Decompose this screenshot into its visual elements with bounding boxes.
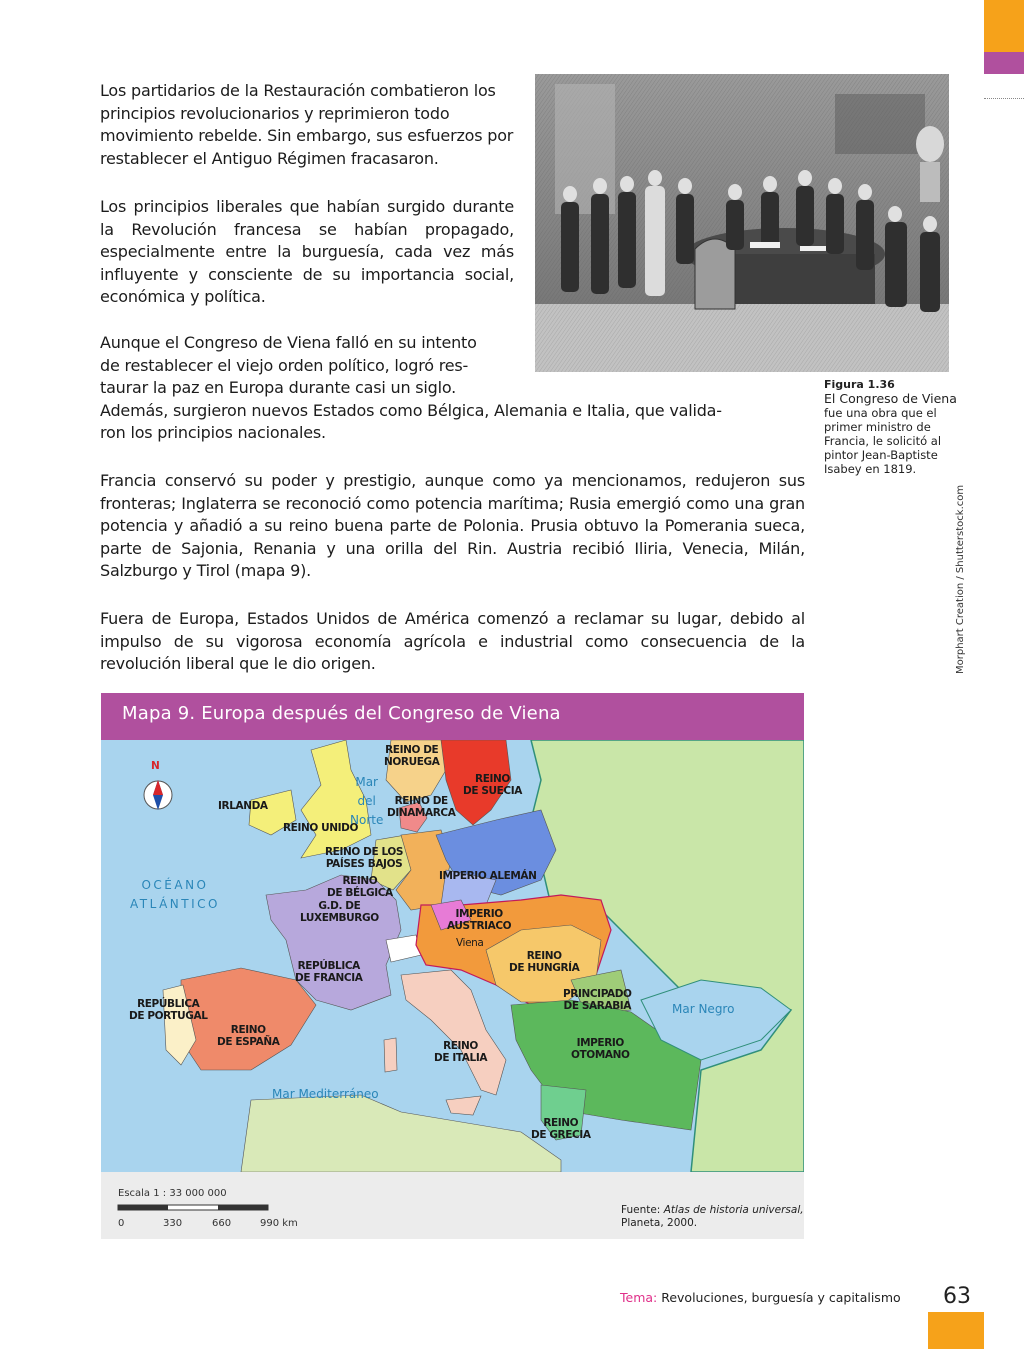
sicily-region — [446, 1096, 481, 1115]
sardinia-region — [384, 1038, 397, 1072]
paragraph-potencias: Francia conservó su poder y prestigio, aunque como ya mencionamos, redujeron sus fronteras; Inglaterra se reconoció como potencia marítima; Rusia emergió como una gran potencia y añadió a su reino buena parte de Polonia. Prusia obtuvo la Pomerania sueca, parte de Sajonia, Renania y una orilla del Rin. Austria recibió Iliria, Venecia, Milán, Salzburgo y Tirol (mapa 9). — [100, 471, 805, 580]
north-africa-region — [241, 1095, 561, 1172]
label-noruega: REINO DE NORUEGA — [384, 744, 440, 768]
figure-title: El Congreso de Viena — [824, 391, 957, 406]
label-mar-mediterraneo: Mar Mediterráneo — [272, 1087, 379, 1101]
paragraph-line: Además, surgieron nuevos Estados como Bélgica, Alemania e Italia, que valida- — [100, 400, 722, 420]
map-title: Mapa 9. Europa después del Congreso de Viena — [122, 703, 561, 724]
label-mar-negro: Mar Negro — [672, 1002, 735, 1016]
label-imperio-aleman: IMPERIO ALEMÁN — [439, 870, 537, 882]
congress-engraving-image — [535, 74, 949, 372]
page-number: 63 — [943, 1284, 971, 1309]
image-credit-text: Morphart Creation / Shutterstock.com — [955, 484, 966, 674]
compass-icon — [144, 780, 172, 810]
label-mar-del-norte: Mar del Norte — [350, 775, 384, 827]
paragraph-line: ron los principios nacionales. — [100, 423, 326, 442]
paragraph-line: taurar la paz en Europa durante casi un siglo. — [100, 378, 457, 397]
paragraph-line: de restablecer el viejo orden político, logró res- — [100, 355, 469, 375]
source-rest: Planeta, 2000. — [621, 1217, 698, 1229]
page-footer — [620, 1290, 901, 1305]
paragraph-line: Aunque el Congreso de Viena falló en su intento — [100, 333, 477, 352]
corner-tab-orange — [984, 0, 1024, 52]
compass-north-label: N — [151, 760, 160, 772]
paragraph-estados-unidos: Fuera de Europa, Estados Unidos de América comenzó a reclamar su lugar, debido al impulso de su vigorosa economía agrícola e industrial como consecuencia de la revolución liberal que le dio origen. — [100, 609, 805, 673]
page-number-tab — [928, 1312, 984, 1349]
label-hungria: REINO DE HUNGRÍA — [509, 950, 580, 974]
scale-bar — [117, 1202, 273, 1216]
dotted-divider — [984, 98, 1024, 99]
label-francia: REPÚBLICA DE FRANCIA — [295, 960, 363, 984]
label-oceano-atlantico: OCÉANO ATLÁNTICO — [130, 878, 220, 911]
label-reino-unido: REINO UNIDO — [283, 822, 358, 834]
label-paises-bajos: REINO DE LOS PAÍSES BAJOS — [325, 846, 404, 870]
footer-tema-text: Revoluciones, burguesía y capitalismo — [657, 1290, 901, 1305]
scale-tick: 990 km — [260, 1218, 298, 1229]
label-belgica: REINO DE BÉLGICA — [327, 875, 393, 899]
engraving-drawing — [535, 74, 949, 372]
figure-caption — [824, 378, 964, 476]
label-viena: Viena — [456, 937, 484, 949]
map-source — [621, 1204, 804, 1230]
label-otomano: IMPERIO OTOMANO — [571, 1037, 630, 1061]
europe-map — [101, 740, 804, 1172]
scale-tick: 330 — [163, 1218, 183, 1229]
switzerland-region — [386, 935, 421, 962]
source-prefix: Fuente: — [621, 1204, 664, 1216]
label-sarabia: PRINCIPADO DE SARABIA — [563, 988, 632, 1012]
paragraph-restauracion: Los partidarios de la Restauración combatieron los principios revolucionarios y reprimieron todo movimiento rebelde. Sin embargo, sus esfuerzos por restablecer el Antiguo Régimen fracasaron. — [100, 81, 514, 168]
label-grecia: REINO DE GRECIA — [531, 1117, 591, 1141]
italy-region — [401, 970, 506, 1095]
corner-tab-purple — [984, 52, 1024, 74]
label-italia: REINO DE ITALIA — [434, 1040, 488, 1064]
label-imperio-austriaco: IMPERIO AUSTRIACO — [447, 908, 512, 932]
figure-label: Figura 1.36 — [824, 378, 895, 391]
figure-caption-text: fue una obra que el primer ministro de Francia, le solicitó al pintor Jean-Baptiste Isabey en 1819. — [824, 406, 942, 476]
scale-tick: 660 — [212, 1218, 232, 1229]
label-portugal: REPÚBLICA DE PORTUGAL — [129, 998, 208, 1022]
label-suecia: REINO DE SUECIA — [463, 773, 522, 797]
scale-tick: 0 — [118, 1218, 125, 1229]
label-irlanda: IRLANDA — [218, 800, 268, 812]
scale-label: Escala 1 : 33 000 000 — [118, 1188, 227, 1199]
footer-tema-label: Tema: — [620, 1290, 658, 1305]
paragraph-principios-liberales: Los principios liberales que habían surgido durante la Revolución francesa se habían propagado, especialmente entre la burguesía, cada vez más influyente y consciente de su importancia social, económica y política. — [100, 197, 514, 306]
source-title: Atlas de historia universal, — [663, 1204, 804, 1216]
label-luxemburgo: G.D. DE LUXEMBURGO — [300, 900, 379, 924]
label-dinamarca: REINO DE DINAMARCA — [387, 795, 456, 819]
label-espana: REINO DE ESPAÑA — [217, 1024, 280, 1048]
